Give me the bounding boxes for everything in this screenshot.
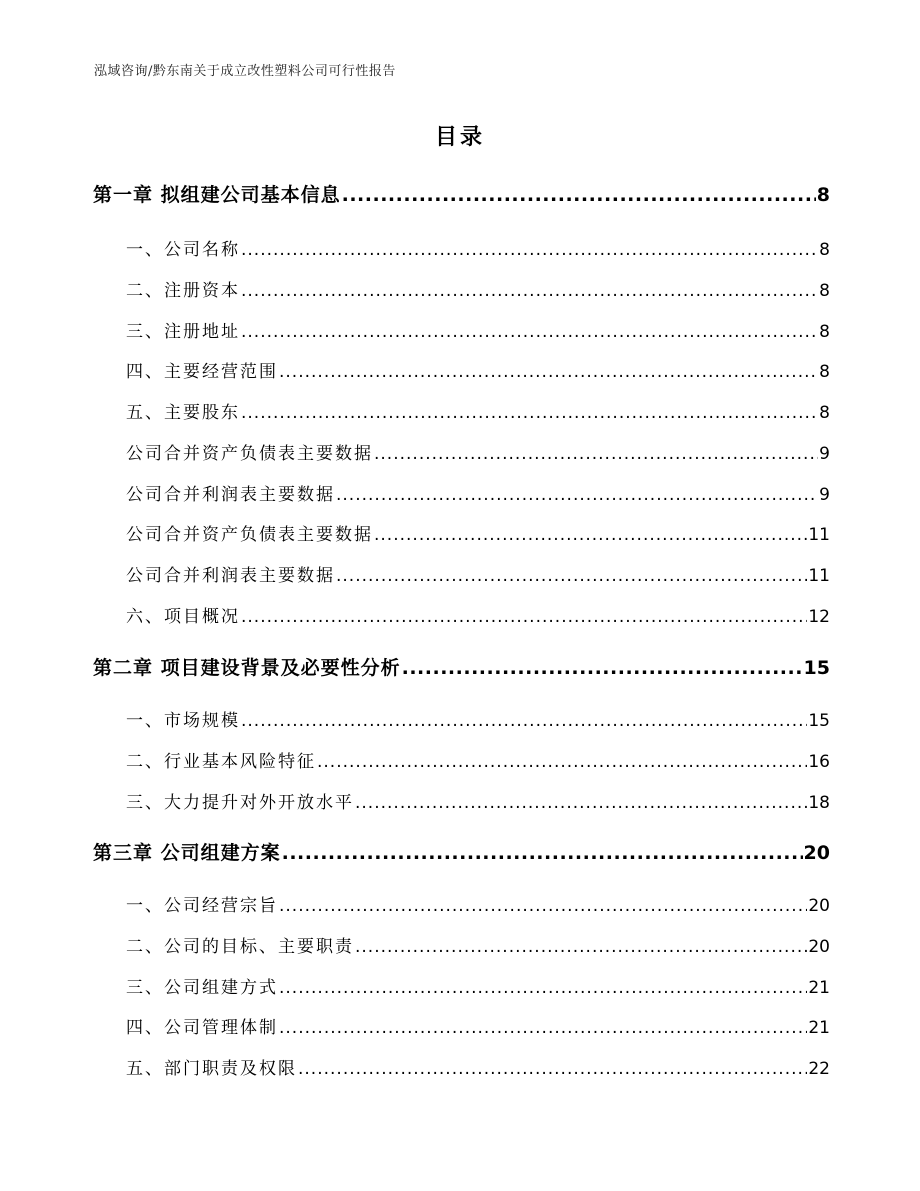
toc-chapter-2[interactable] bbox=[93, 653, 830, 680]
toc-entry-label: 注册地址 bbox=[164, 322, 240, 342]
toc-entry-ordinal: 二、 bbox=[126, 752, 164, 772]
toc-entry-label: 注册资本 bbox=[164, 281, 240, 301]
running-header: 泓域咨询/黔东南关于成立改性塑料公司可行性报告 bbox=[94, 64, 396, 79]
dot-leader bbox=[241, 607, 807, 627]
toc-entry-label: 主要经营范围 bbox=[164, 362, 278, 382]
dot-leader bbox=[355, 793, 807, 813]
toc-entry-ordinal: 四、 bbox=[126, 362, 164, 382]
toc-entry-ordinal: 一、 bbox=[126, 240, 164, 260]
toc-entry-label: 第三章 公司组建方案 bbox=[93, 842, 281, 864]
toc-entry[interactable] bbox=[93, 706, 830, 731]
toc-entry-ordinal: 四、 bbox=[126, 1018, 164, 1038]
toc-entry[interactable] bbox=[93, 1054, 830, 1079]
toc-entry-ordinal: 二、 bbox=[126, 281, 164, 301]
toc-entry-label: 第二章 项目建设背景及必要性分析 bbox=[93, 657, 401, 679]
toc-entry-label: 部门职责及权限 bbox=[164, 1059, 297, 1079]
toc-entry-page: 15 bbox=[803, 657, 830, 679]
toc-entry-ordinal: 五、 bbox=[126, 1059, 164, 1079]
dot-leader bbox=[282, 842, 803, 864]
dot-leader bbox=[241, 281, 818, 301]
toc-entry-label: 公司经营宗旨 bbox=[164, 896, 278, 916]
toc-entry-page: 8 bbox=[819, 403, 830, 423]
toc-entry-ordinal: 五、 bbox=[126, 403, 164, 423]
dot-leader bbox=[374, 525, 807, 545]
toc-entry-page: 20 bbox=[803, 842, 830, 864]
toc-entry-page: 12 bbox=[808, 607, 830, 627]
toc-chapter-3[interactable] bbox=[93, 838, 830, 865]
toc-entry[interactable] bbox=[93, 480, 830, 505]
toc-entry-page: 11 bbox=[808, 566, 830, 586]
toc-entry-page: 8 bbox=[819, 240, 830, 260]
toc-title: 目录 bbox=[434, 125, 485, 150]
dot-leader bbox=[402, 657, 803, 679]
dot-leader bbox=[298, 1059, 807, 1079]
toc-entry-label: 公司合并利润表主要数据 bbox=[126, 485, 335, 505]
toc-entry-label: 项目概况 bbox=[164, 607, 240, 627]
toc-entry-label: 行业基本风险特征 bbox=[164, 752, 316, 772]
table-of-contents bbox=[93, 0, 830, 1191]
toc-entry[interactable] bbox=[93, 747, 830, 772]
toc-entry-page: 11 bbox=[808, 525, 830, 545]
toc-entry-ordinal: 三、 bbox=[126, 793, 164, 813]
toc-entry-page: 8 bbox=[819, 362, 830, 382]
toc-entry[interactable] bbox=[93, 932, 830, 957]
dot-leader bbox=[342, 184, 816, 206]
dot-leader bbox=[279, 1018, 807, 1038]
toc-entry-label: 公司合并资产负债表主要数据 bbox=[126, 525, 373, 545]
toc-entry[interactable] bbox=[93, 235, 830, 260]
toc-entry-label: 市场规模 bbox=[164, 711, 240, 731]
dot-leader bbox=[336, 566, 807, 586]
toc-entry-page: 22 bbox=[808, 1059, 830, 1079]
toc-entry-page: 8 bbox=[816, 184, 830, 206]
toc-entry-page: 20 bbox=[808, 896, 830, 916]
toc-entry[interactable] bbox=[93, 1013, 830, 1038]
toc-entry[interactable] bbox=[93, 561, 830, 586]
toc-entry-page: 15 bbox=[808, 711, 830, 731]
toc-entry-page: 8 bbox=[819, 281, 830, 301]
toc-entry-ordinal: 一、 bbox=[126, 896, 164, 916]
dot-leader bbox=[279, 896, 807, 916]
toc-entry-label: 公司的目标、主要职责 bbox=[164, 937, 354, 957]
dot-leader bbox=[241, 711, 807, 731]
toc-entry-label: 公司合并资产负债表主要数据 bbox=[126, 444, 373, 464]
dot-leader bbox=[279, 362, 818, 382]
toc-entry[interactable] bbox=[93, 891, 830, 916]
dot-leader bbox=[241, 322, 818, 342]
toc-entry[interactable] bbox=[93, 317, 830, 342]
toc-entry-label: 公司管理体制 bbox=[164, 1018, 278, 1038]
toc-entry[interactable] bbox=[93, 788, 830, 813]
toc-entry-ordinal: 一、 bbox=[126, 711, 164, 731]
toc-entry-page: 9 bbox=[819, 485, 830, 505]
toc-entry-label: 公司名称 bbox=[164, 240, 240, 260]
toc-entry-label: 公司合并利润表主要数据 bbox=[126, 566, 335, 586]
dot-leader bbox=[374, 444, 818, 464]
toc-chapter-1[interactable] bbox=[93, 180, 830, 207]
toc-entry[interactable] bbox=[93, 276, 830, 301]
toc-entry-page: 9 bbox=[819, 444, 830, 464]
toc-entry-page: 21 bbox=[808, 978, 830, 998]
toc-entry-page: 21 bbox=[808, 1018, 830, 1038]
toc-entry-ordinal: 三、 bbox=[126, 322, 164, 342]
toc-entry-label: 公司组建方式 bbox=[164, 978, 278, 998]
dot-leader bbox=[355, 937, 807, 957]
dot-leader bbox=[317, 752, 807, 772]
dot-leader bbox=[279, 978, 807, 998]
toc-entry[interactable] bbox=[93, 357, 830, 382]
toc-entry[interactable] bbox=[93, 398, 830, 423]
toc-entry-page: 8 bbox=[819, 322, 830, 342]
toc-entry[interactable] bbox=[93, 973, 830, 998]
toc-entry[interactable] bbox=[93, 602, 830, 627]
toc-entry-ordinal: 二、 bbox=[126, 937, 164, 957]
dot-leader bbox=[241, 240, 818, 260]
toc-entry-label: 主要股东 bbox=[164, 403, 240, 423]
toc-entry-page: 20 bbox=[808, 937, 830, 957]
toc-entry-ordinal: 三、 bbox=[126, 978, 164, 998]
dot-leader bbox=[336, 485, 818, 505]
toc-entry-page: 16 bbox=[808, 752, 830, 772]
toc-entry-label: 第一章 拟组建公司基本信息 bbox=[93, 184, 341, 206]
toc-entry[interactable] bbox=[93, 520, 830, 545]
toc-entry[interactable] bbox=[93, 439, 830, 464]
toc-entry-page: 18 bbox=[808, 793, 830, 813]
toc-entry-label: 大力提升对外开放水平 bbox=[164, 793, 354, 813]
toc-entry-ordinal: 六、 bbox=[126, 607, 164, 627]
dot-leader bbox=[241, 403, 818, 423]
